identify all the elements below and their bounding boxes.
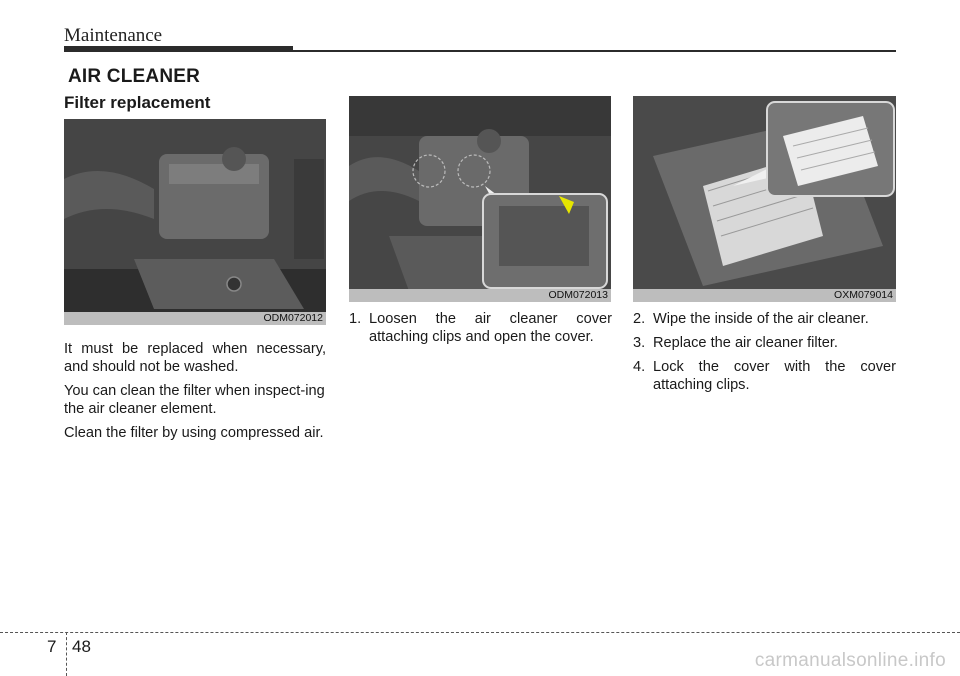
intro-text-column [64,340,326,448]
footer-dashed-divider [66,632,67,676]
paragraph: You can clean the filter when inspect-ing the air cleaner element. [64,383,325,417]
header-rule-thin [293,50,896,52]
subsection-title: Filter replacement [64,93,211,112]
engine-photo-3 [633,96,896,302]
chapter-number: 7 [47,637,57,656]
step-text: Wipe the inside of the air cleaner. [653,311,869,327]
step-number: 3. [633,335,646,351]
engine-photo-2 [349,96,611,302]
engine-illustration [64,119,326,325]
header-rule-thick [64,46,293,52]
step-item [633,334,896,352]
step-number: 2. [633,311,646,327]
step-item [349,310,612,346]
step-item [633,358,896,394]
watermark: carmanualsonline.info [754,650,946,671]
step-text: Lock the cover with the cover attaching clips. [653,359,896,393]
image-code: OXM079014 [633,289,896,302]
step-text: Loosen the air cleaner cover attaching clips and open the cover. [369,311,612,345]
section-title: AIR CLEANER [68,66,201,87]
engine-clips-illustration [349,96,611,302]
steps-column-3 [633,310,896,400]
engine-photo-1 [64,119,326,325]
filter-illustration [633,96,896,302]
paragraph: It must be replaced when necessary, and should not be washed. [64,341,326,375]
step-item [633,310,896,328]
page-number: 48 [72,637,91,656]
step-number: 4. [633,359,646,375]
image-code: ODM072012 [64,312,326,325]
paragraph: Clean the filter by using compressed air. [64,425,324,441]
image-code: ODM072013 [349,289,611,302]
header-section-label: Maintenance [64,25,163,46]
steps-column-2 [349,310,612,352]
step-number: 1. [349,311,362,327]
step-text: Replace the air cleaner filter. [653,335,838,351]
footer-dashed-rule [0,632,960,633]
